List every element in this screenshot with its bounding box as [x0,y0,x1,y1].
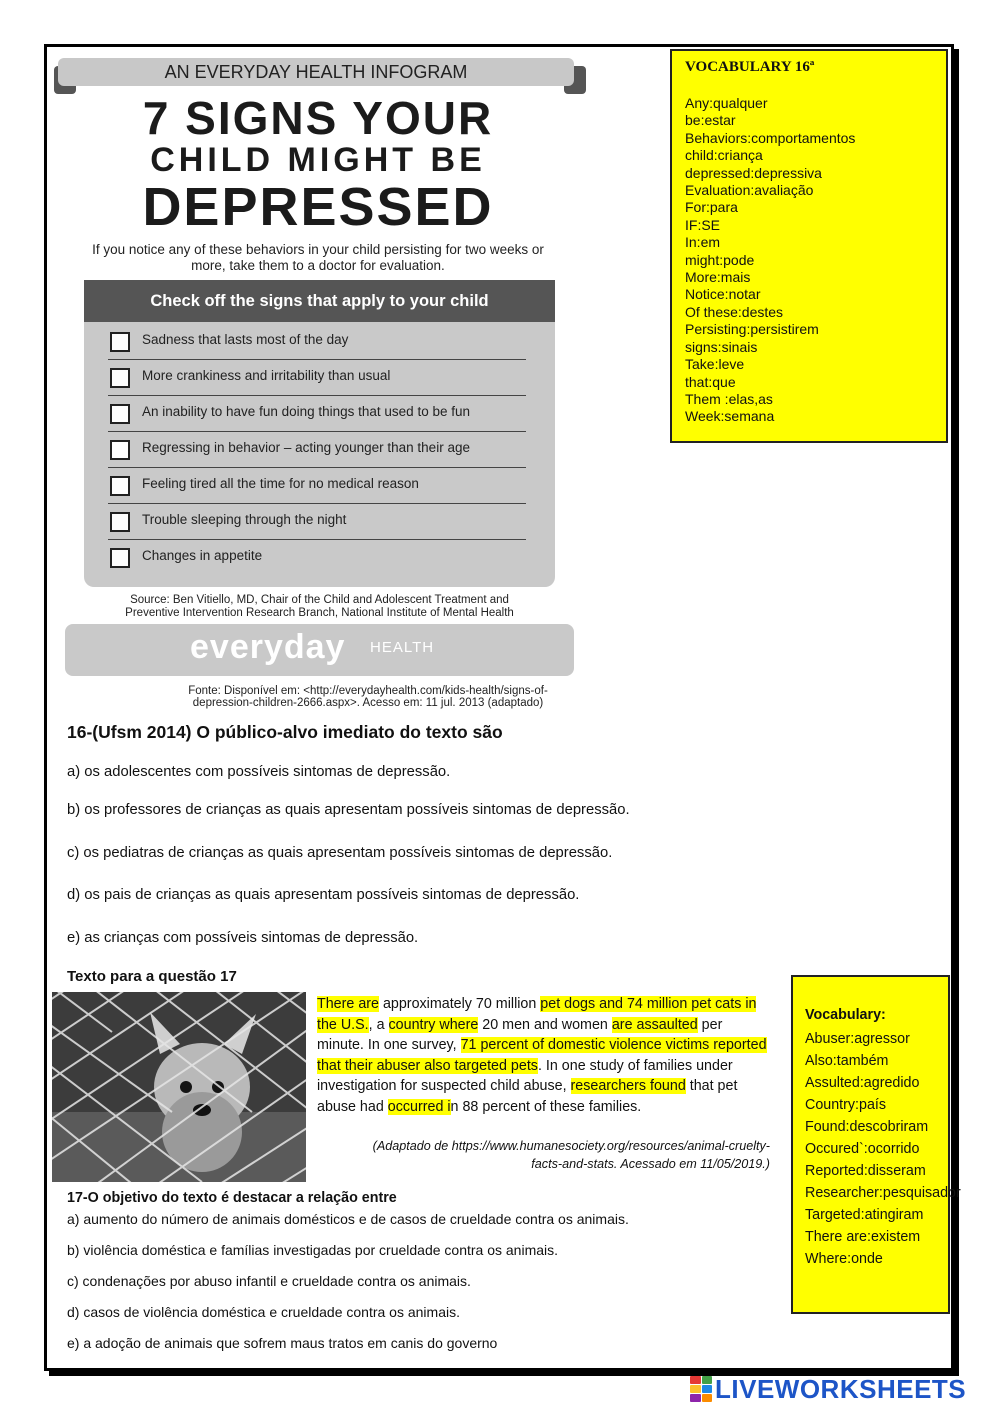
vocabulary-list [685,95,855,426]
title-line-2: CHILD MIGHT BE [150,141,486,179]
vocab-item: Of these:destes [685,303,784,320]
caged-dog-photo [52,992,306,1182]
vocab-item: signs:sinais [685,338,758,355]
vocab-item: In:em [685,234,721,251]
vocab-item: Where:onde [805,1251,883,1267]
sign-label: Feeling tired all the time for no medical reason [142,476,419,491]
vocab-item: Assulted:agredido [805,1075,920,1091]
sign-label: An inability to have fun doing things that used to be fun [142,404,470,419]
vocabulary-title: Vocabulary: [805,1007,886,1023]
sign-row [108,431,526,468]
vocab-item: might:pode [685,251,755,268]
checkbox[interactable] [110,512,130,532]
question-16-option-d[interactable]: d) os pais de crianças as quais apresentam possíveis sintomas de depressão. [67,887,580,903]
sign-label: More crankiness and irritability than usual [142,368,391,383]
vocabulary-box-16 [670,49,948,443]
vocab-item: Also:também [805,1053,889,1069]
title-line-3: DEPRESSED [142,177,494,237]
question-16-option-b[interactable]: b) os professores de crianças as quais apresentam possíveis sintomas de depressão. [67,802,630,818]
vocab-item: Notice:notar [685,286,761,303]
vocabulary-box-17 [791,975,961,1314]
question-16-prompt: 16-(Ufsm 2014) O público-alvo imediato do texto são [67,722,503,742]
vocab-item: Them :elas,as [685,390,773,407]
sign-label: Changes in appetite [142,548,263,563]
sign-row [108,467,526,504]
sign-row [108,323,526,360]
vocab-item: For:para [685,199,738,216]
vocab-item: Evaluation:avaliação [685,182,814,199]
question-17-option-c[interactable]: c) condenações por abuso infantil e crueldade contra os animais. [67,1273,471,1289]
everyday-health-logo: everyday [190,628,346,666]
infographic-intro: If you notice any of these behaviors in your child persisting for two weeks or more, take them to a doctor for evaluation. [92,242,544,273]
question-16-option-a[interactable]: a) os adolescentes com possíveis sintomas de depressão. [67,764,451,780]
infographic-source: Source: Ben Vitiello, MD, Chair of the Child and Adolescent Treatment and Preventive Intervention Research Branch, National Institute of Mental Health [125,594,514,619]
vocab-item: IF:SE [685,216,721,233]
checkbox[interactable] [110,404,130,424]
checkbox[interactable] [110,548,130,568]
vocab-item: Take:leve [685,356,745,373]
sign-row [108,395,526,432]
vocab-item: depressed:depressiva [685,164,822,181]
vocab-item: Researcher:pesquisador [805,1185,961,1201]
vocab-item: Targeted:atingiram [805,1207,924,1223]
checkbox[interactable] [110,440,130,460]
vocab-item: Any:qualquer [685,95,768,111]
infographic-fonte: Fonte: Disponível em: <http://everydayhealth.com/kids-health/signs-of- depression-children-2666.aspx>. Acesso em: 11 jul. 2013 (adaptado) [188,685,548,709]
question-17-section-title: Texto para a questão 17 [67,968,237,985]
checkbox[interactable] [110,476,130,496]
article-citation: (Adaptado de https://www.humanesociety.org/resources/animal-cruelty- facts-and-stats. Acessado em 11/05/2019.) [372,1139,770,1171]
question-16-option-c[interactable]: c) os pediatras de crianças as quais apresentam possíveis sintomas de depressão. [67,845,613,861]
vocab-item: Occured`:ocorrido [805,1141,920,1157]
question-17-option-a[interactable]: a) aumento do número de animais domésticos e de casos de crueldade contra os animais. [67,1211,629,1227]
vocab-item: Reported:disseram [805,1163,926,1179]
liveworksheets-icon [690,1376,712,1402]
checkbox[interactable] [110,368,130,388]
vocabulary-title: VOCABULARY 16ª [685,59,815,75]
vocab-item: Week:semana [685,408,775,425]
sign-row [108,503,526,540]
sign-label: Regressing in behavior – acting younger than their age [142,440,470,455]
vocab-item: Persisting:persistirem [685,321,819,338]
article-text: There are approximately 70 million pet dogs and 74 million pet cats in the U.S., a country where 20 men and women are assaulted per minute. In one survey, 71 percent of domestic violence victims reported that their abuser also targeted pets. In one study of families under investigation for suspected child abuse, researchers found that pet abuse had occurred in 88 percent of these families. [317,996,767,1115]
vocab-item: Country:país [805,1097,887,1113]
checkbox[interactable] [110,332,130,352]
vocab-item: child:criança [685,147,763,164]
vocab-item: More:mais [685,269,751,286]
checklist-title: Check off the signs that apply to your child [84,280,555,322]
question-17-option-e[interactable]: e) a adoção de animais que sofrem maus tratos em canis do governo [67,1335,498,1351]
vocab-item: be:estar [685,112,736,129]
infogram-banner: AN EVERYDAY HEALTH INFOGRAM [58,58,574,86]
liveworksheets-logo [690,1373,966,1405]
question-16-option-e[interactable]: e) as crianças com possíveis sintomas de depressão. [67,930,419,946]
vocab-item: Behaviors:comportamentos [685,129,856,146]
liveworksheets-brand: LIVEWORKSHEETS [715,1373,967,1404]
vocab-item: that:que [685,373,736,390]
vocab-item: Found:descobriram [805,1119,929,1135]
question-17-option-b[interactable]: b) violência doméstica e famílias investigadas por crueldade contra os animais. [67,1242,559,1258]
vocab-item: There are:existem [805,1229,921,1245]
title-line-1: 7 SIGNS YOUR [142,92,494,144]
sign-row [108,359,526,396]
question-17-option-d[interactable]: d) casos de violência doméstica e crueldade contra os animais. [67,1304,460,1320]
sign-label: Sadness that lasts most of the day [142,332,349,347]
vocab-item: Abuser:agressor [805,1031,910,1047]
everyday-health-logo-sub: HEALTH [370,639,435,656]
sign-label: Trouble sleeping through the night [142,512,347,527]
sign-row [108,539,526,575]
vocabulary-list [805,1028,961,1270]
question-17-prompt: 17-O objetivo do texto é destacar a relação entre [67,1190,397,1206]
checklist-panel [84,280,555,587]
